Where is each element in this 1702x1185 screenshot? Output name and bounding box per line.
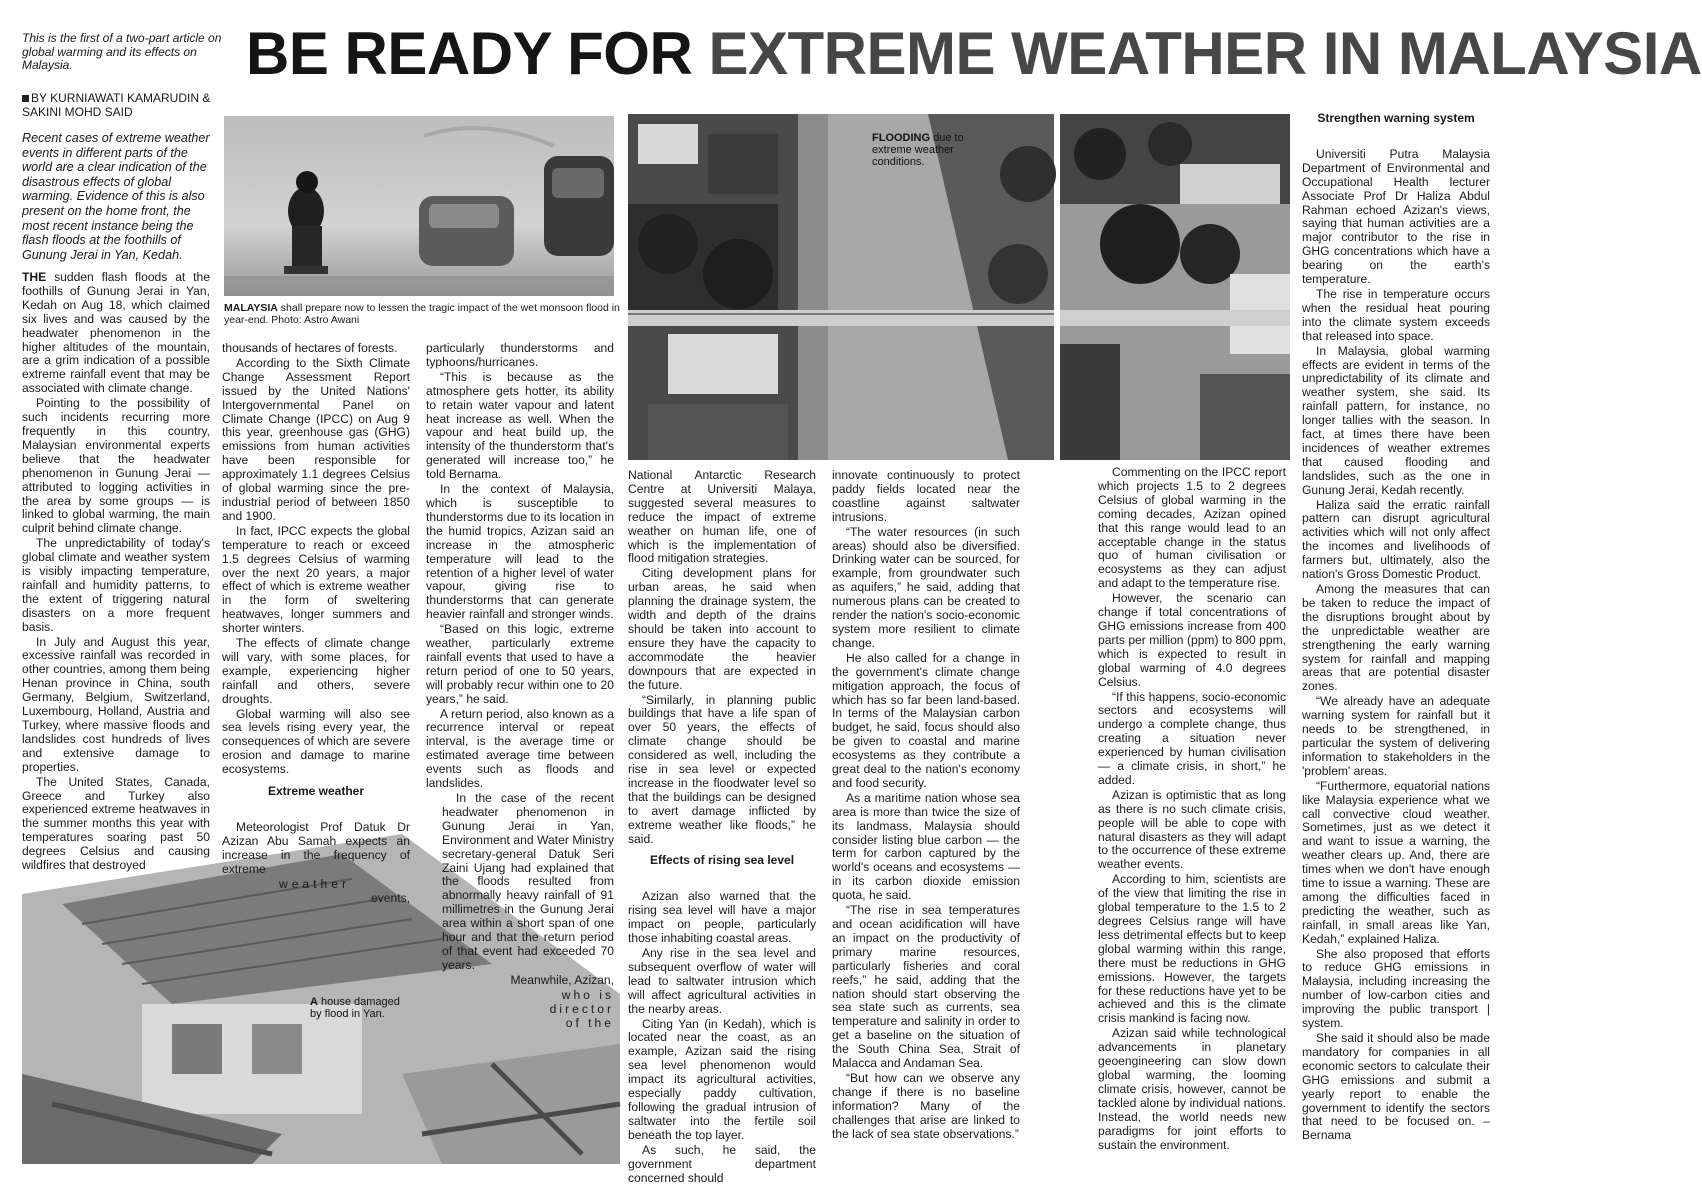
photo-caption-house bbox=[310, 996, 400, 1020]
paragraph: She also proposed that efforts to reduce GHG emissions in Malaysia, including increasing the number of low-carbon cities and improving the public transport | system. bbox=[1302, 946, 1490, 1031]
headline-part-1: BE READY FOR bbox=[246, 20, 709, 87]
byline-authors-1: BY KURNIAWATI KAMARUDIN & bbox=[31, 91, 211, 105]
paragraph: According to the Sixth Climate Change Assessment Report issued by the United Nations' Intergovernmental Panel on Climate Change (IPCC) on Aug 9 this year, greenhouse gas (GHG) emissions from human activities have been responsible for approximately 1.1 degrees Celsius of global warming since the pre-industrial period of between 1850 and 1900. bbox=[222, 355, 410, 523]
headline-part-2: EXTREME WEATHER IN MALAYSIA bbox=[708, 20, 1702, 87]
subheading-rising-sea-level: Effects of rising sea level bbox=[649, 853, 795, 868]
paragraph: Commenting on the IPCC report which projects 1.5 to 2 degrees Celsius of global warming in the coming decades, Azizan opined that this range would lead to an acceptable change in the status quo of human civilisation or ecosystems as they can adjust and adapt to the temperature rise. bbox=[1098, 465, 1286, 591]
paragraph: Citing Yan (in Kedah), which is located near the coast, as an example, Azizan said the rising sea level phenomenon would impact its agricultural activities, especially paddy cultivation, following the gradual intrusion of saltwater into the fertile soil beneath the top layer. bbox=[628, 1016, 816, 1142]
paragraph bbox=[22, 271, 210, 396]
paragraph: The United States, Canada, Greece and Turkey also experienced extreme heatwaves in the summer months this year with temperatures soaring past 50 degrees Celsius and causing wildfires that destroyed bbox=[22, 774, 210, 873]
paragraph: In fact, IPCC expects the global temperature to reach or exceed 1.5 degrees Celsius of warming over the next 20 years, a major effect of which is extreme weather in the form of sweltering heatwaves, longer summers and shorter winters. bbox=[222, 523, 410, 636]
paragraph: Universiti Putra Malaysia Department of Environmental and Occupational Health lecturer Associate Prof Dr Haliza Abdul Rahman echoed Azizan's views, saying that human activities are a major contributor to the rise in GHG concentrations which have a bearing on the earth's temperature. bbox=[1302, 146, 1490, 287]
paragraph: “We already have an adequate warning system for rainfall but it needs to be strengthened, in particular the system of delivering information to stakeholders in the 'problem' areas. bbox=[1302, 694, 1490, 778]
paragraph: “The rise in sea temperatures and ocean acidification will have an impact on the productivity of primary marine resources, particularly fisheries and coral reefs,” he said, adding that the nation should start observing the sea state such as currents, sea temperature and salinity in order to get a baseline on the situation of the South China Sea, Strait of Malacca and Andaman Sea. bbox=[832, 903, 1020, 1071]
paragraph: “The water resources (in such areas) should also be diversified. Drinking water can be sourced, for example, from groundwater such as aquifers,” he said, adding that numerous plans can be created to render the nation's socio-economic system more resilient to climate change. bbox=[832, 524, 1020, 650]
byline-authors-2: SAKINI MOHD SAID bbox=[22, 104, 133, 119]
paragraph: The effects of climate change will vary, with some places, for example, experiencing higher rainfall and others, severe droughts. bbox=[222, 636, 410, 706]
paragraph: “This is because as the atmosphere gets hotter, its ability to retain water vapour and latent heat increase as well. When the vapour and heat build up, the intensity of the thunderstorm that's generated will increase too,” he told Bernama. bbox=[426, 369, 614, 482]
paragraph: The rise in temperature occurs when the residual heat pouring into the climate system exceeds that released into space. bbox=[1302, 286, 1490, 343]
article-column-2 bbox=[222, 341, 410, 905]
paragraph: “Based on this logic, extreme weather, particularly extreme rainfall events that used to have a return period of one to 50 years, will probably recur within one to 20 years,” he said. bbox=[426, 622, 614, 706]
paragraph: Meteorologist Prof Datuk Dr Azizan Abu Samah expects an increase in the frequency of extreme bbox=[222, 820, 410, 876]
paragraph: In Malaysia, global warming effects are evident in terms of the unpredictability of its climate and weather system, she said. Its rainfall pattern, for instance, no longer tallies with the season. In fact, at times there have been incidences of weather extremes that caused flooding and landslides, such as the one in Gunung Jerai, Kedah recently. bbox=[1302, 343, 1490, 497]
standfirst: Recent cases of extreme weather events in different parts of the world are a clear indication of the disastrous effects of global warming. Evidence of this is also present on the home front, the most recent instance being the flash floods at the foothills of Gunung Jerai in Yan, Kedah. bbox=[22, 131, 210, 262]
paragraph: According to him, scientists are of the view that limiting the rise in global temperature to the 1.5 to 2 degrees Celsius range will have less detrimental effects but to keep global warming within this range, there must be reductions in GHG emissions. However, the targets for these reductions have yet to be achieved and this is the climate crisis mankind is facing now. bbox=[1098, 872, 1286, 1026]
paragraph: In the context of Malaysia, which is susceptible to thunderstorms due to its location in the humid tropics, Azizan said an increase in the atmospheric temperature will lead to the retention of a higher level of water vapour, giving rise to thunderstorms that can generate heavier rainfall and stronger winds. bbox=[426, 482, 614, 622]
paragraph: He also called for a change in the government's climate change mitigation approach, the focus of which has so far been land-based. In terms of the Malaysian carbon budget, he said, focus should also be given to coastal and marine ecosystems as they contribute a great deal to the nation's economy and food security. bbox=[832, 650, 1020, 790]
paragraph: A return period, also known as a recurrence interval or repeat interval, is the average time or estimated average time between events such as floods and landslides. bbox=[426, 706, 614, 791]
byline-square-icon bbox=[22, 95, 29, 102]
house-caption-text: house damaged by flood in Yan. bbox=[310, 996, 400, 1020]
paragraph: Azizan is optimistic that as long as there is no such climate crisis, people will be able to cope with natural disasters as they will adapt to the occurrence of these extreme weather events. bbox=[1098, 787, 1286, 872]
paragraph: thousands of hectares of forests. bbox=[222, 341, 398, 355]
paragraph: Meanwhile, Azizan, bbox=[510, 972, 614, 987]
paragraph: “But how can we observe any change if there is no baseline information? Many of the challenges that arise are linked to the lack of sea state observations.” bbox=[832, 1070, 1020, 1141]
paragraph: “Furthermore, equatorial nations like Malaysia experience what we call convective cloud weather. Sometimes, just as we detect it and want to issue a warning, the weather clears up. And, there are times when we don't have enough time to issue a warning. These are among the difficulties faced in predicting the weather, such as rainfall, in small areas like Yan, Kedah,” explained Haliza. bbox=[1302, 778, 1490, 946]
caption-text: shall prepare now to lessen the tragic impact of the wet monsoon flood in year-end. Photo: Astro Awani bbox=[224, 302, 620, 326]
article-column-3 bbox=[426, 341, 614, 1030]
byline bbox=[22, 92, 222, 119]
article-column-6 bbox=[1098, 466, 1286, 1151]
photo-caption-flooding bbox=[872, 132, 982, 168]
paragraph: Citing development plans for urban areas, he said when planning the drainage system, the width and depth of the drains should be taken into account to ensure they have the capacity to accommodate the heavier downpours that are expected in the future. bbox=[628, 566, 816, 692]
paragraph: National Antarctic Research Centre at Universiti Malaya, suggested several measures to reduce the impact of extreme weather on human life, one of which is the implementation of flood mitigation strategies. bbox=[628, 468, 816, 566]
article-column-1 bbox=[22, 270, 210, 873]
paragraph-tail: who is bbox=[561, 987, 614, 1002]
article-column-5 bbox=[832, 469, 1020, 1149]
aerial-flood-image bbox=[628, 114, 1054, 460]
paragraph: She said it should also be made mandatory for companies in all economic sectors to calculate their GHG emissions and submit a yearly report to enable the government to identify the sectors that need to be focused on. – Bernama bbox=[1302, 1031, 1490, 1143]
paragraph: Azizan also warned that the rising sea level will have a major impact on people, particularly those inhabiting coastal areas. bbox=[628, 889, 816, 946]
paragraph: As such, he said, the government department concerned should bbox=[628, 1142, 816, 1185]
paragraph: Among the measures that can be taken to reduce the impact of the disruptions brought about by the unpredictable weather are strengthening the early warning system for rainfall and mapping areas that are potential disaster zones. bbox=[1302, 582, 1490, 694]
aerial-flood-right-image bbox=[1060, 114, 1290, 460]
photo-rainy-road bbox=[224, 116, 614, 296]
paragraph: innovate continuously to protect paddy fields located near the coastline against saltwater intrusions. bbox=[832, 468, 1020, 524]
paragraph: In July and August this year, excessive rainfall was recorded in other countries, among them being Henan province in China, south Germany, Belgium, Switzerland, Luxembourg, Holland, Austria and Turkey, where massive floods and landslides cost hundreds of lives and extensive damage to properties. bbox=[22, 634, 210, 774]
photo-caption-rainy-road bbox=[224, 302, 634, 326]
rainy-road-image bbox=[224, 116, 614, 296]
subheading-warning-system: Strengthen warning system bbox=[1317, 111, 1475, 125]
paragraph: In the case of the recent headwater phenomenon in Gunung Jerai in Yan, Environment and Water Ministry secretary-general Datuk Seri Zaini Ujang had explained that the floods resulted from abnormally heavy rainfall of 91 millimetres in the Gunung Jerai area within a short span of one hour and that the return period of that event had exceeded 70 years. bbox=[442, 791, 614, 972]
paragraph: “If this happens, socio-economic sectors and ecosystems will undergo a complete change, thus creating a situation never experienced by human civilisation — a climate crisis, in short,” he added. bbox=[1098, 689, 1286, 787]
caption-lead: MALAYSIA bbox=[224, 302, 278, 314]
headline bbox=[246, 18, 1702, 90]
paragraph-text: sudden flash floods at the foothills of Gunung Jerai in Yan, Kedah on Aug 18, which claimed six lives and was caused by the headwater phenomenon in the higher altitudes of the mountain, are a grim indication of a possible extreme rainfall event that may be associated with climate change. bbox=[22, 270, 210, 396]
paragraph-tail: director bbox=[549, 1001, 614, 1016]
paragraph: The unpredictability of today's global climate and weather system is visibly impacting temperature, rainfall and humidity patterns, to the extent of triggering natural disasters on a more frequent basis. bbox=[22, 536, 210, 634]
paragraph: Pointing to the possibility of such incidents recurring more frequently in this country, Malaysian environmental experts believe that the headwater phenomenon in Gunung Jerai — attributed to logging activities in the area by some groups — is linked to global warming, the main culprit behind climate change. bbox=[22, 396, 210, 536]
paragraph: However, the scenario can change if total concentrations of GHG emissions increase from 400 parts per million (ppm) to 800 ppm, which is expected to result in global warming of 4.0 degrees Celsius. bbox=[1098, 591, 1286, 689]
series-note: This is the first of a two-part article on global warming and its effects on Malaysia. bbox=[22, 31, 222, 72]
paragraph: As a maritime nation whose sea area is more than twice the size of its landmass, Malaysia should consider listing blue carbon — the term for carbon captured by the world's oceans and ecosystems — in its carbon dioxide emission quota, he said. bbox=[832, 790, 1020, 903]
flood-caption-lead: FLOODING bbox=[872, 132, 931, 144]
paragraph: “Similarly, in planning public buildings that have a life span of over 50 years, the effects of climate change should be considered as well, including the rise in sea level or expected increase in the floodwater level so that the buildings can be designed to avert damage inflicted by extreme weather like floods,” he said. bbox=[628, 692, 816, 846]
paragraph-tail: weather bbox=[278, 876, 350, 891]
flood-caption-text: due to extreme weather conditions. bbox=[872, 132, 964, 168]
paragraph: particularly thunderstorms and typhoons/hurricanes. bbox=[426, 341, 614, 369]
paragraph-tail: events, bbox=[371, 890, 410, 905]
paragraph: Any rise in the sea level and subsequent overflow of water will lead to saltwater intrusion which will affect agricultural activities in the nearby areas. bbox=[628, 946, 816, 1016]
dropcap-lead: THE bbox=[22, 270, 47, 284]
paragraph: Azizan said while technological advancements in planetary geoengineering can slow down global warming, the looming climate crisis, however, cannot be tackled alone by individual nations. Instead, the world needs new paradigms for joint efforts to sustain the environment. bbox=[1098, 1026, 1286, 1152]
subheading-extreme-weather: Extreme weather bbox=[267, 784, 365, 799]
photo-aerial-flood-left bbox=[628, 114, 1054, 460]
paragraph: Global warming will also see sea levels rising every year, the consequences of which are severe erosion and damage to marine ecosystems. bbox=[222, 706, 410, 777]
photo-aerial-flood-right bbox=[1060, 114, 1290, 460]
house-caption-lead: A bbox=[310, 996, 318, 1008]
paragraph-tail: of the bbox=[565, 1015, 614, 1030]
article-column-7 bbox=[1302, 112, 1490, 1162]
article-column-4 bbox=[628, 468, 816, 1185]
paragraph: Haliza said the erratic rainfall pattern can disrupt agricultural activities which will not only affect the incomes and livelihoods of farmers but, ultimately, also the nation's Gross Domestic Product. bbox=[1302, 497, 1490, 582]
